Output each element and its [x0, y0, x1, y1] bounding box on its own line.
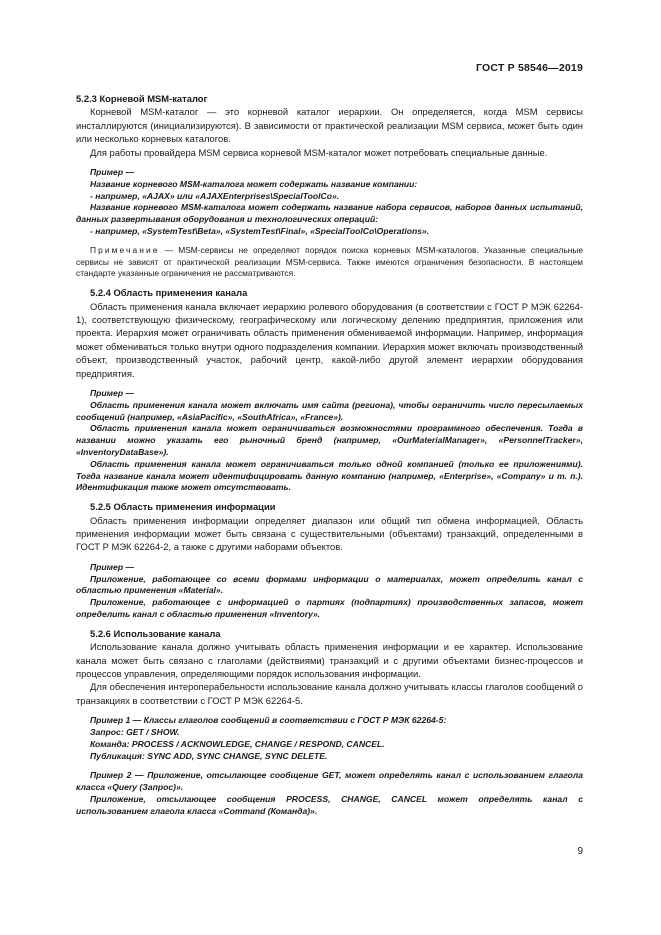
example-line: Команда: PROCESS / ACKNOWLEDGE, CHANGE / RESPOND, CANCEL. [90, 738, 385, 749]
example-line: Приложение, работающее с информацией о партиях (подпартиях) производственных запасов, может определить канал с областью применения «Inventory». [76, 597, 583, 620]
section-5-2-6-title: 5.2.6 Использование канала [90, 627, 221, 639]
section-5-2-3-paragraph-1: Корневой MSM-каталог — это корневой каталог иерархии. Он определяется, когда MSM сервисы инсталлируются (инициализируются). В зависимости от практической реализации MSM сервиса, может быть один или несколько корневых каталогов. [76, 106, 583, 145]
example-line: - например, «SystemTest\Beta», «SystemTest\Final», «SpecialToolCo\Operations». [90, 226, 430, 237]
section-5-2-5-example [76, 562, 583, 621]
example-line: Запрос: GET / SHOW. [90, 727, 180, 738]
section-5-2-5-title: 5.2.5 Область применения информации [90, 501, 276, 513]
example-line: Область применения канала может включать имя сайта (региона), чтобы ограничить число пересылаемых сообщений (например, «AsiaPacific», «SouthAfrica», «France»). [76, 399, 583, 422]
example-line: Область применения канала может ограничиваться возможностями программного обеспечения. Тогда в названии можно указать его рыночный бренд (например, «OurMaterialManager», «PersonnelTracker», «InventoryDataBase»). [76, 423, 583, 458]
note-text: — MSM-сервисы не определяют порядок поиска корневых MSM-каталогов. Указанные специальные сервисы не зависят от практической реализации MSM-сервиса. Также имеются ограничения безопасности. В настоящем стандарте указанные ограничения не рассматриваются. [76, 244, 583, 279]
page-content [76, 92, 583, 822]
section-5-2-6-example-1 [76, 715, 583, 762]
example-line: Название корневого MSM-каталога может содержать название набора сервисов, наборов данных испытаний, данных развертывания оборудования и технологических операций: [76, 202, 583, 225]
example-line: Пример — [90, 561, 135, 572]
example-line: Публикация: SYNC ADD, SYNC CHANGE, SYNC DELETE. [90, 750, 328, 761]
example-line: Приложение, отсылающее сообщения PROCESS, CHANGE, CANCEL может определять канал с использованием глагола класса «Command (Команда)». [76, 794, 583, 816]
section-5-2-6-example-2 [76, 770, 583, 817]
example-line: Пример 2 — Приложение, отсылающее сообщение GET, может определять канал с использованием глагола класса «Query (Запрос)». [76, 770, 583, 793]
example-line: Пример — [90, 388, 135, 399]
document-code: ГОСТ Р 58546—2019 [475, 62, 583, 74]
example-line: Название корневого MSM-каталога может содержать название компании: [90, 178, 418, 189]
section-5-2-4-title: 5.2.4 Область применения канала [90, 287, 248, 299]
example-line: - например, «AJAX» или «AJAXEnterprises\SpecialToolCo». [90, 190, 340, 201]
note-label: Примечание [90, 244, 160, 255]
section-5-2-5-paragraph-1: Область применения информации определяет диапазон или общий тип обмена информацией. Область применения информации может быть связана с существительными (объектами) транзакций, определенными в ГОСТ Р МЭК 62264-2, а также с другими наборами объектов. [76, 514, 583, 553]
example-line: Приложение, работающее со всеми формами информации о материалах, может определить канал с областью применения «Material». [76, 573, 583, 596]
section-5-2-4-paragraph-1: Область применения канала включает иерархию ролевого оборудования (в соответствии с ГОСТ Р МЭК 62264-1), соответствующую физическому, географическому или логическому делению предприятия, приложения или проекта. Иерархия может ограничивать область применения обмениваемой информации. Например, информация может обмениваться только внутри одного подразделения компании. Иерархия может включать производственный объект, производственный участок, рабочий центр, какой-либо другой элемент иерархии оборудования предприятия. [76, 300, 583, 379]
page-number: 9 [577, 846, 583, 857]
section-5-2-6-paragraph-1: Использование канала должно учитывать область применения информации и ее характер. Использование канала может быть связано с глаголами (действиями) транзакций и с другими объектами бизнес-процессов и процессов управления, определяющими порядок использования информации. [76, 641, 583, 680]
example-line: Пример 1 — Классы глаголов сообщений в соответствии с ГОСТ Р МЭК 62264-5: [90, 715, 447, 726]
example-line: Пример — [90, 167, 135, 178]
section-5-2-3-example [76, 167, 583, 238]
section-5-2-3-note [76, 245, 583, 280]
example-line: Область применения канала может ограничиваться только одной компанией (только ее приложениями). Тогда название канала может идентифицировать данную компанию (например, «Enterprise», «Company» и т. п.). Идентификация также может отсутствовать. [76, 458, 583, 493]
section-5-2-3-paragraph-2: Для работы провайдера MSM сервиса корневой MSM-каталог может потребовать специальные данные. [90, 146, 548, 158]
section-5-2-3-title: 5.2.3 Корневой MSM-каталог [76, 93, 208, 104]
section-5-2-4-example [76, 388, 583, 494]
section-5-2-6-paragraph-2: Для обеспечения интероперабельности использование канала должно учитывать классы глаголов сообщений о транзакциях в соответствии с ГОСТ Р МЭК 62264-5. [76, 681, 583, 706]
